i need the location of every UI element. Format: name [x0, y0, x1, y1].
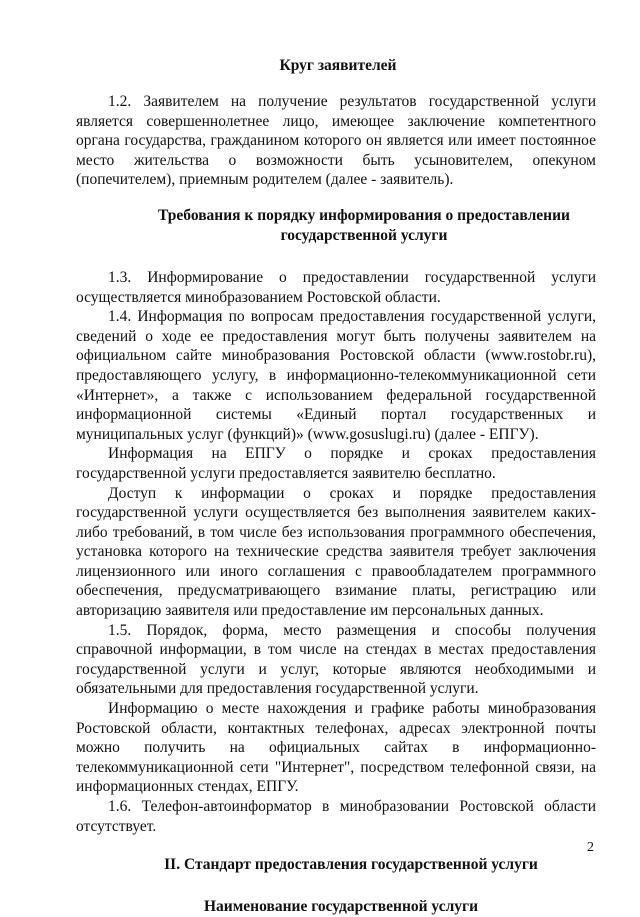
paragraph-1-2: 1.2. Заявителем на получение результатов государственной услуги является совершеннолетнее лицо, имеющее заключение компетентного органа государства, гражданином которого он является или имеет постоянное место жительства о возможности быть усыновителем, опекуном (попечителем), приемным родителем (далее - заявитель). — [76, 93, 596, 189]
heading-info-requirements: Требования к порядку информирования о предоставлении государственной услуги — [158, 206, 570, 244]
paragraph-access: Доступ к информации о сроках и порядке предоставления государственной услуги осуществляется без выполнения заявителем каких-либо требований, в том числе без использования программного обеспечения, установка которого на технические средства заявителя требует заключения лицензионного или иного соглашения с правообладателем программного обеспечения, предусматривающего взимание платы, регистрацию или авторизацию заявителя или предоставление им персональных данных. — [76, 484, 596, 620]
paragraph-1-4: 1.4. Информация по вопросам предоставления государственной услуги, сведений о ходе ее предоставления могут быть получены заявителем на официальном сайте минобразования Ростовской области (www.rostobr.ru), предоставляющего услугу, в информационно-телекоммуникационной сети «Интернет», а также с использованием федеральной государственной информационной системы «Единый портал государственных и муниципальных услуг (функций)» (www.gosuslugi.ru) (далее - ЕПГУ). — [76, 308, 596, 443]
paragraph-1-5: 1.5. Порядок, форма, место размещения и способы получения справочной информации, в том числе на стендах в местах предоставления государственной услуги и услуг, которые являются необходимыми и обязательными для предоставления государственной услуги. — [76, 621, 596, 698]
heading-standard: II. Стандарт предоставления государственной услуги — [164, 856, 538, 874]
page-number: 2 — [587, 840, 594, 855]
paragraph-1-6: 1.6. Телефон-автоинформатор в минобразовании Ростовской области отсутствует. — [76, 798, 596, 835]
heading-service-name: Наименование государственной услуги — [204, 898, 478, 916]
paragraph-epgu-info: Информация на ЕПГУ о порядке и сроках предоставления государственной услуги предоставляется заявителю бесплатно. — [76, 445, 596, 482]
heading-applicants: Круг заявителей — [279, 57, 397, 74]
paragraph-location: Информацию о месте нахождения и графике работы минобразования Ростовской области, контактных телефонах, адресах электронной почты можно получить на официальных сайтах в информационно-телекоммуникационной сети "Интернет", посредством телефонной связи, на информационных стендах, ЕПГУ. — [76, 700, 596, 796]
paragraph-1-3: 1.3. Информирование о предоставлении государственной услуги осуществляется минобразованием Ростовской области. — [76, 268, 596, 306]
